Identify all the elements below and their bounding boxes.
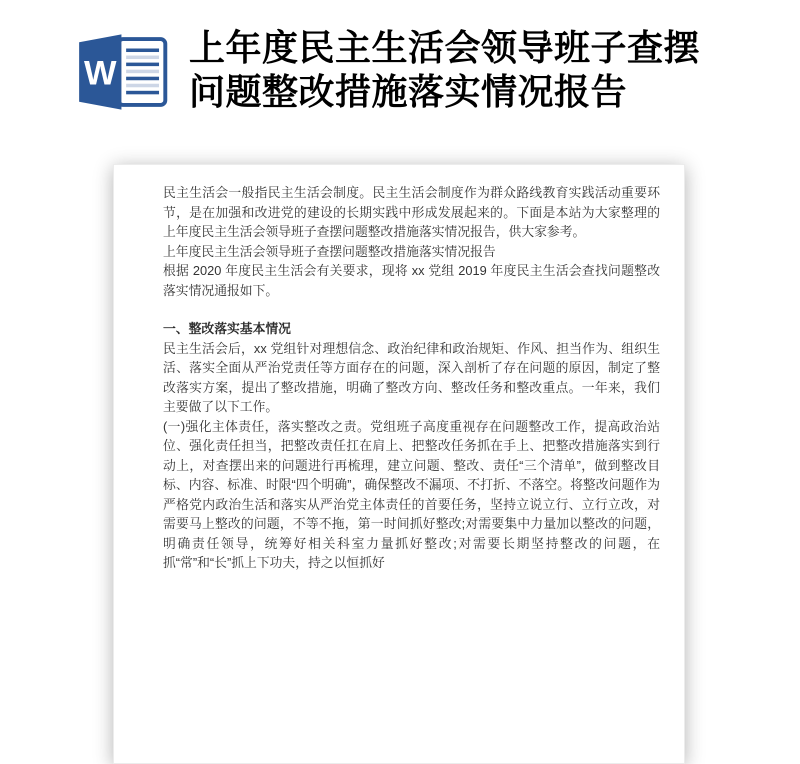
word-icon-letter: W [84,54,117,93]
document-page [113,164,685,764]
blank-line [163,300,660,319]
page-title [189,26,700,114]
word-document-icon [76,32,170,112]
doc-paragraph-section-1: 民主生活会后，xx 党组针对理想信念、政治纪律和政治规矩、作风、担当作为、组织生活、落实全面从严治党责任等方面存在的问题，深入剖析了存在问题的原因，制定了整改落实方案，提出了整改措施，明确了整改方向、整改任务和整改重点。一年来，我们主要做了以下工作。 [163,340,660,414]
word-icon-sheet [118,39,165,105]
doc-subtitle: 上年度民主生活会领导班子查摆问题整改措施落实情况报告 [163,243,496,259]
page-header [0,0,800,160]
word-icon-panel [79,34,121,109]
page-title-line1: 上年度民主生活会领导班子查摆 [189,27,701,68]
doc-paragraph-intro: 民主生活会一般指民主生活会制度。民主生活会制度作为群众路线教育实践活动重要环节，是在加强和改进党的建设的长期实践中形成发展起来的。下面是本站为大家整理的上年度民主生活会领导班子查摆问题整改措施落实情况报告，供大家参考。 [163,185,660,239]
document-body [114,165,684,573]
doc-paragraph-basis: 根据 2020 年度民主生活会有关要求，现将 xx 党组 2019 年度民主生活会查找问题整改落实情况通报如下。 [163,263,660,298]
doc-section-heading: 一、整改落实基本情况 [163,321,291,336]
page-title-line2: 问题整改措施落实情况报告 [189,71,628,112]
doc-paragraph-section-2: (一)强化主体责任，落实整改之责。党组班子高度重视存在问题整改工作，提高政治站位、强化责任担当，把整改责任扛在肩上、把整改任务抓在手上、把整改措施落实到行动上，对查摆出来的问题进行再梳理，建立问题、整改、责任“三个清单”，做到整改目标、内容、标准、时限“四个明确”，确保整改不漏项、不打折、不落空。将整改问题作为严格党内政治生活和落实从严治党主体责任的首要任务，坚持立说立行、立行立改，对需要马上整改的问题，不等不拖，第一时间抓好整改;对需要集中力量加以整改的问题，明确责任领导，统筹好相关科室力量抓好整改;对需要长期坚持整改的问题，在抓“常”和“长”抓上下功夫，持之以恒抓好 [163,418,660,570]
